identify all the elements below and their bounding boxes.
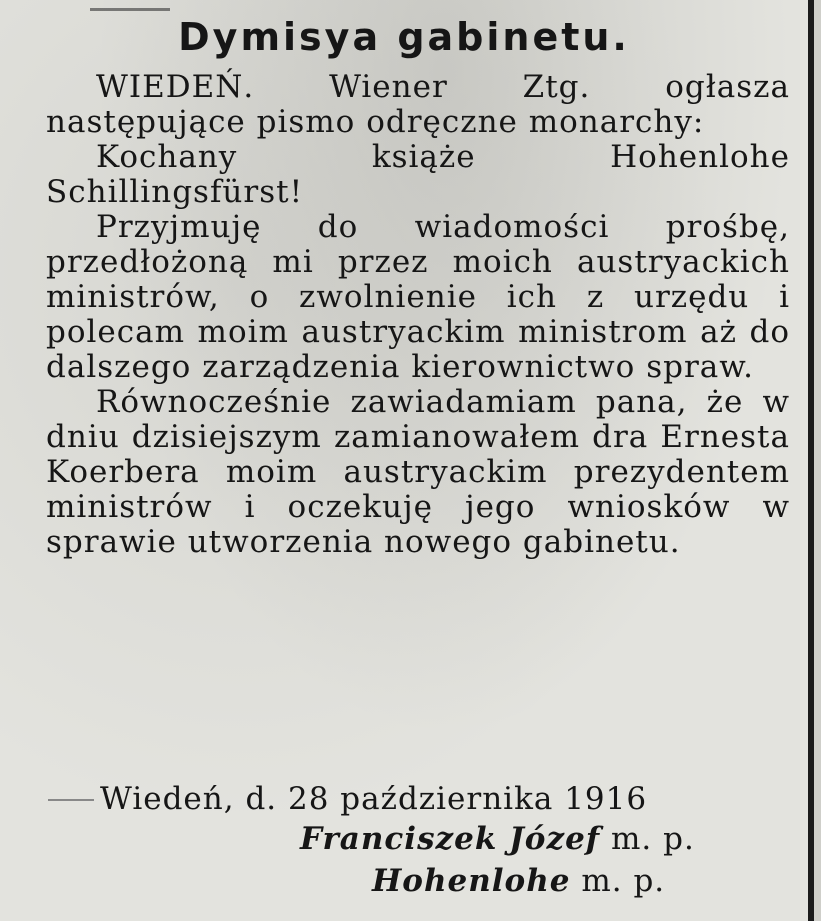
- signature-suffix: m. p.: [611, 821, 695, 857]
- signature-suffix: m. p.: [581, 863, 666, 899]
- previous-article-fragment: [90, 0, 170, 11]
- paragraph-acceptance: Przyjmuję do wiadomości prośbę, przedłożoną mi przez moich austryackich ministrów, o zwolnienie ich z urzędu i polecam moim austryackim ministrom aż do dalszego zarządzenia kierownictwo spraw.: [46, 209, 790, 385]
- paragraph-appointment: Równocześnie zawiadamiam pana, że w dniu dzisiejszym zamianowałem dra Ernesta Koerbera moim austryackim prezydentem ministrów i oczekuję jego wniosków w sprawie utworzenia nowego gabinetu.: [46, 384, 790, 560]
- signature-name: Hohenlohe: [372, 863, 571, 899]
- paragraph-intro: WIEDEŃ. Wiener Ztg. ogłasza następujące pismo odręczne monarchy:: [46, 69, 790, 140]
- column-rule: [808, 0, 821, 921]
- paragraph-salutation: Kochany książe Hohenlohe Schillingsfürst!: [46, 139, 790, 210]
- article-headline: Dymisya gabinetu.: [178, 15, 630, 59]
- dash-rule: [48, 799, 94, 801]
- signature-emperor: [300, 822, 695, 857]
- signature-hohenlohe: [372, 864, 665, 899]
- dateline-text: Wiedeń, d. 28 października 1916: [100, 781, 648, 817]
- article-body: [46, 70, 790, 560]
- dateline: [100, 782, 647, 817]
- signature-name: Franciszek Józef: [300, 821, 601, 857]
